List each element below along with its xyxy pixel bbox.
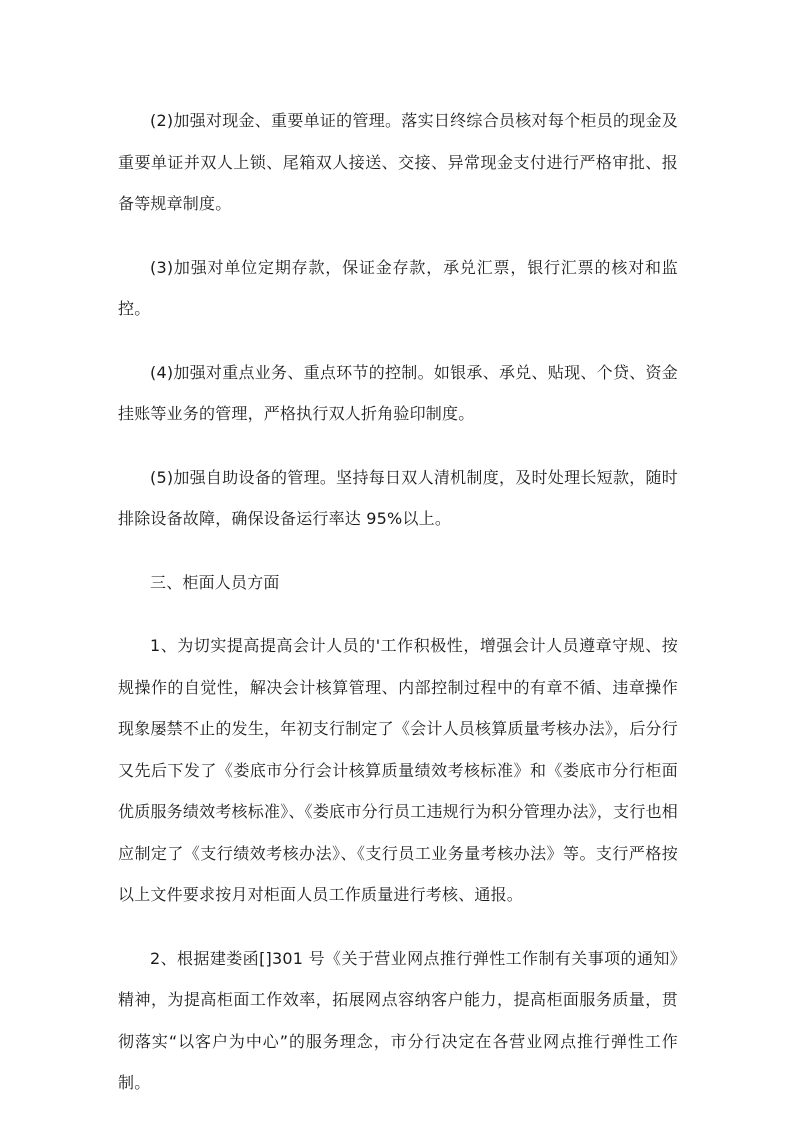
- document-page: [118, 100, 678, 1104]
- paragraph-gap: [118, 916, 678, 938]
- paragraph-gap: [118, 330, 678, 352]
- paragraph-gap: [118, 540, 678, 562]
- paragraph-self-service-equipment: (5)加强自助设备的管理。坚持每日双人清机制度，及时处理长短款，随时排除设备故障，确保设备运行率达 95%以上。: [118, 467, 678, 528]
- paragraph-assessment-rules: 1、为切实提高提高会计人员的'工作积极性，增强会计人员遵章守规、按规操作的自觉性，解决会计核算管理、内部控制过程中的有章不循、违章操作现象屡禁不止的发生，年初支行制定了《会计人员核算质量考核办法》，后分行又先后下发了《娄底市分行会计核算质量绩效考核标准》和《娄底市分行柜面优质服务绩效考核标准》、《娄底市分行员工违规行为积分管理办法》，支行也相应制定了《支行绩效考核办法》、《支行员工业务量考核办法》等。支行严格按以上文件要求按月对柜面人员工作质量进行考核、通报。: [118, 636, 678, 904]
- paragraph-key-business-control: (4)加强对重点业务、重点环节的控制。如银承、承兑、贴现、个贷、资金挂账等业务的管理，严格执行双人折角验印制度。: [118, 362, 678, 423]
- paragraph-flexible-work-notice: 2、根据建娄函[]301 号《关于营业网点推行弹性工作制有关事项的通知》精神，为提高柜面工作效率，拓展网点容纳客户能力，提高柜面服务质量，贯彻落实“以客户为中心”的服务理念，市分行决定在各营业网点推行弹性工作制。: [118, 948, 678, 1092]
- paragraph-gap: [118, 603, 678, 625]
- section-heading-counter-staff: 三、柜面人员方面: [150, 572, 280, 592]
- paragraph-gap: [118, 225, 678, 247]
- paragraph-gap: [118, 435, 678, 457]
- paragraph-deposit-monitoring: (3)加强对单位定期存款，保证金存款，承兑汇票，银行汇票的核对和监控。: [118, 257, 678, 318]
- paragraph-cash-management: (2)加强对现金、重要单证的管理。落实日终综合员核对每个柜员的现金及重要单证并双人上锁、尾箱双人接送、交接、异常现金支付进行严格审批、报备等规章制度。: [118, 111, 678, 213]
